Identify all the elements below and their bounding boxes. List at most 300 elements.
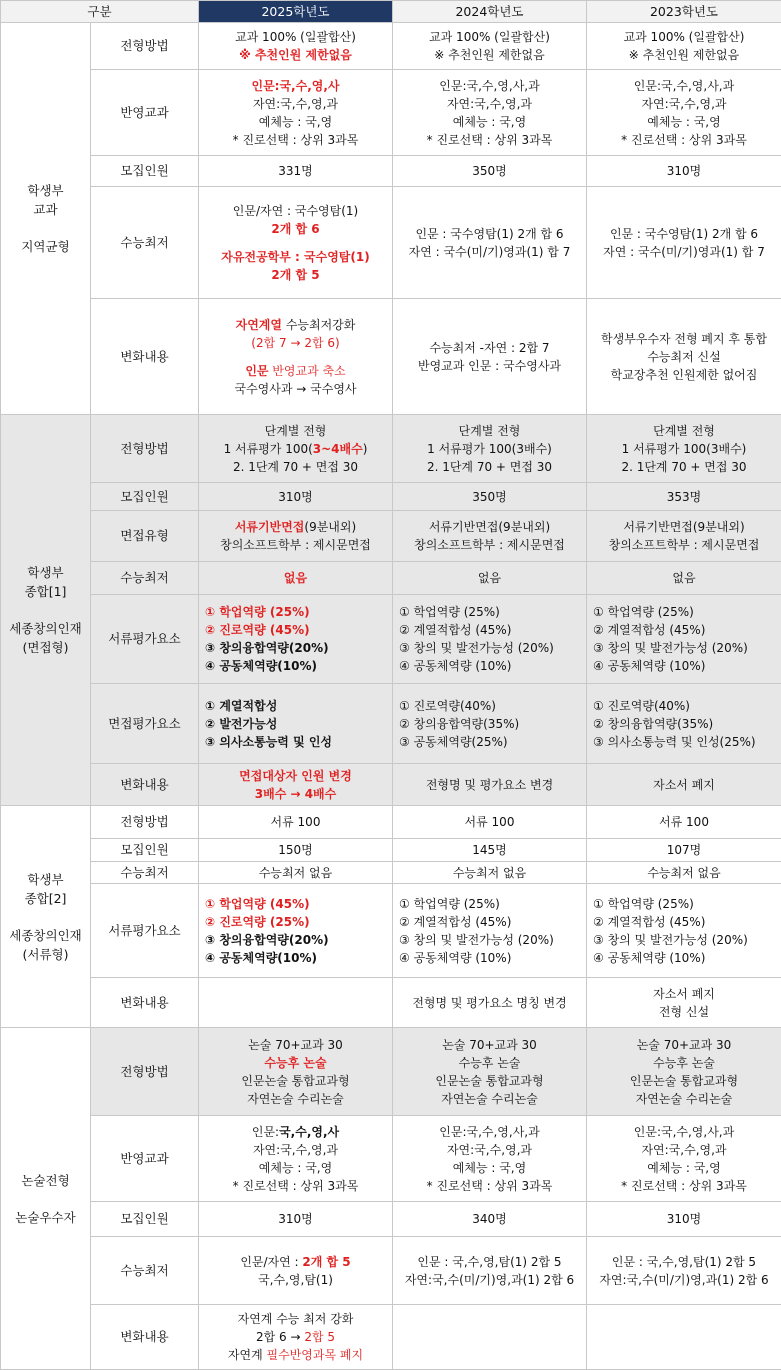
cell-line: 인문 : 국,수,영,탐(1) 2합 5: [611, 1254, 757, 1269]
category-line: 학생부: [27, 871, 64, 887]
cell-line: ① 학업역량 (25%): [399, 896, 500, 911]
cell-2023: [587, 187, 781, 299]
cell-line: 331명: [278, 164, 313, 178]
cell-line: 인문 : 국수영탐(1) 2개 합 6: [415, 226, 564, 241]
cell-line: ④ 공동체역량 (10%): [399, 659, 512, 673]
cell-text-segment: 국,수,영,사: [279, 1124, 340, 1139]
cell-line: [201, 316, 390, 334]
cell-2025: [199, 1237, 393, 1305]
row-label: 전형방법: [91, 806, 199, 839]
cell-line: 자연:국,수,영,과: [641, 1142, 727, 1157]
cell-line: 수능후 논술: [653, 1055, 715, 1070]
cell-line: 2개 합 5: [271, 267, 320, 282]
cell-line: ② 계열적합성 (45%): [593, 914, 706, 929]
section-category: [1, 1028, 91, 1370]
cell-2024: [393, 1305, 587, 1370]
cell-line: 자연논술 수리논술: [635, 1091, 733, 1106]
s2-row: [1, 595, 781, 684]
cell-line: 자연논술 수리논술: [441, 1091, 538, 1106]
cell-line: [201, 518, 390, 536]
cell-text-segment: 서류기반면접: [234, 520, 305, 534]
cell-line: 3배수 → 4배수: [254, 786, 337, 801]
cell-text-segment: 2개 합 5: [302, 1254, 351, 1269]
cell-line: [201, 1328, 390, 1346]
cell-2023: [587, 299, 781, 415]
cell-line: ③ 의사소통능력 및 인성(25%): [593, 734, 756, 749]
s4-row: [1, 1116, 781, 1202]
cell-2025: [199, 1028, 393, 1116]
cell-2024: [393, 806, 587, 839]
cell-2024: [393, 156, 587, 187]
header-2024: 2024학년도: [393, 1, 587, 23]
cell-text-segment: 자연계열: [235, 317, 282, 332]
cell-2025: [199, 884, 393, 978]
cell-2023: [587, 562, 781, 595]
s1-row: [1, 23, 781, 70]
cell-2023: [587, 806, 781, 839]
cell-line: 350명: [472, 164, 507, 178]
row-label: 반영교과: [91, 70, 199, 156]
cell-line: [201, 1346, 390, 1364]
cell-line: 1 서류평가 100(3배수): [427, 441, 552, 456]
cell-2025: [199, 415, 393, 483]
cell-line: 없음: [672, 571, 696, 585]
cell-2023: [587, 1237, 781, 1305]
cell-line: ② 진로역량 (45%): [205, 623, 310, 637]
row-label: 수능최저: [91, 562, 199, 595]
cell-line: 인문:국,수,영,사,과: [439, 78, 540, 93]
s3-row: [1, 806, 781, 839]
cell-line: ③ 공동체역량(25%): [399, 734, 508, 749]
cell-line: 학생부우수자 전형 폐지 후 통합: [601, 331, 767, 346]
cell-line: 예체능 : 국,영: [647, 1160, 721, 1175]
cell-line: ① 계열적합성: [205, 698, 278, 713]
cell-line: 창의소프트학부 : 제시문면접: [220, 538, 371, 552]
cell-text-segment: 인문/자연 :: [240, 1254, 303, 1269]
cell-2023: [587, 1028, 781, 1116]
s2-row: [1, 415, 781, 483]
cell-line: ① 학업역량 (25%): [399, 605, 500, 619]
row-label: 수능최저: [91, 1237, 199, 1305]
cell-line: 예체능 : 국,영: [258, 114, 333, 129]
s3-row: [1, 884, 781, 978]
cell-line: ② 계열적합성 (45%): [593, 623, 706, 637]
cell-line: 자연:국,수,영,과: [446, 96, 533, 111]
cell-line: 자연:국,수,영,과: [641, 96, 727, 111]
s3-row: [1, 978, 781, 1028]
cell-line: 인문논술 통합교과형: [241, 1073, 350, 1088]
cell-text-segment: 필수반영과목 폐지: [266, 1348, 364, 1362]
cell-line: ④ 공동체역량 (10%): [593, 950, 706, 965]
row-label: 수능최저: [91, 187, 199, 299]
cell-line: 서류기반면접(9분내외): [623, 520, 745, 534]
cell-2023: [587, 70, 781, 156]
row-label: 변화내용: [91, 978, 199, 1028]
section-category: [1, 806, 91, 1028]
cell-2024: [393, 483, 587, 511]
cell-2023: [587, 862, 781, 884]
cell-line: 자연:국,수,영,과: [252, 96, 339, 111]
cell-line: 창의소프트학부 : 제시문면접: [608, 538, 760, 552]
category-line: 학생부: [27, 183, 64, 198]
cell-2024: [393, 764, 587, 806]
cell-line: ① 학업역량 (25%): [593, 605, 694, 619]
cell-2024: [393, 187, 587, 299]
cell-line: ② 창의융합역량(35%): [399, 716, 520, 731]
s2-row: [1, 684, 781, 764]
cell-line: 반영교과 인문 : 국수영사과: [418, 358, 561, 373]
cell-line: 자연 : 국수(미/기)영과(1) 합 7: [408, 244, 571, 259]
row-label: 면접유형: [91, 511, 199, 562]
cell-line: ③ 창의융합역량(20%): [205, 932, 329, 947]
cell-2025: [199, 1202, 393, 1237]
cell-line: 교과 100% (일괄합산): [623, 30, 745, 44]
cell-line: 자연논술 수리논술: [247, 1091, 344, 1106]
cell-2023: [587, 978, 781, 1028]
cell-2024: [393, 1202, 587, 1237]
cell-line: 107명: [666, 843, 702, 857]
row-label: 모집인원: [91, 156, 199, 187]
cell-line: ② 진로역량 (25%): [205, 914, 310, 929]
cell-2024: [393, 23, 587, 70]
category-line: (서류형): [22, 946, 69, 962]
cell-line: ③ 창의 및 발전가능성 (20%): [399, 932, 554, 947]
cell-2025: [199, 806, 393, 839]
cell-line: * 진로선택 : 상위 3과목: [426, 1178, 553, 1193]
cell-line: 논술 70+교과 30: [248, 1037, 343, 1052]
cell-line: 310명: [278, 1212, 313, 1226]
s2-row: [1, 483, 781, 511]
cell-line: ① 진로역량(40%): [593, 698, 690, 713]
cell-line: 350명: [472, 489, 507, 504]
category-line: 논술우수자: [15, 1209, 76, 1225]
cell-line: 단계별 전형: [458, 423, 521, 438]
cell-line: ④ 공동체역량(10%): [205, 659, 317, 673]
cell-2025: [199, 1116, 393, 1202]
cell-2025: [199, 156, 393, 187]
cell-line: ④ 공동체역량 (10%): [399, 950, 512, 965]
cell-line: * 진로선택 : 상위 3과목: [426, 132, 553, 147]
cell-line: 340명: [472, 1212, 507, 1226]
cell-line: 수능최저 없음: [452, 865, 527, 880]
s4-row: [1, 1028, 781, 1116]
cell-line: 교과 100% (일괄합산): [429, 30, 550, 44]
cell-line: ① 진로역량(40%): [399, 698, 496, 713]
category-line: 교과: [33, 202, 58, 217]
cell-line: 인문 : 국수영탐(1) 2개 합 6: [609, 226, 759, 241]
cell-2024: [393, 70, 587, 156]
cell-line: 예체능 : 국,영: [452, 114, 527, 129]
cell-line: 서류 100: [270, 815, 321, 829]
cell-2025: [199, 684, 393, 764]
cell-line: 2. 1단계 70 + 면접 30: [621, 459, 747, 474]
cell-line: 예체능 : 국,영: [452, 1160, 527, 1175]
cell-line: ④ 공동체역량(10%): [205, 950, 317, 965]
row-label: 모집인원: [91, 839, 199, 862]
category-line: 종합[1]: [24, 584, 67, 599]
row-label: 전형방법: [91, 23, 199, 70]
cell-2024: [393, 1237, 587, 1305]
header-row: [1, 1, 781, 23]
cell-line: 인문/자연 : 국수영탐(1): [232, 203, 359, 218]
cell-2024: [393, 978, 587, 1028]
row-label: 전형방법: [91, 415, 199, 483]
cell-2023: [587, 884, 781, 978]
category-line: [3, 219, 88, 237]
cell-line: 면접대상자 인원 변경: [239, 768, 352, 783]
cell-2024: [393, 562, 587, 595]
cell-line: 예체능 : 국,영: [258, 1160, 333, 1175]
cell-line: 310명: [278, 489, 313, 504]
cell-2025: [199, 511, 393, 562]
category-line: 지역균형: [21, 239, 70, 254]
category-line: 학생부: [27, 565, 64, 580]
table-body: [1, 23, 781, 1370]
cell-line: 310명: [666, 164, 702, 178]
cell-line: ④ 공동체역량 (10%): [593, 659, 706, 673]
cell-line: 전형명 및 평가요소 명칭 변경: [412, 995, 567, 1010]
cell-2023: [587, 684, 781, 764]
cell-line: 자연 : 국수(미/기)영과(1) 합 7: [603, 244, 765, 259]
cell-line: 전형명 및 평가요소 변경: [425, 777, 554, 792]
cell-2024: [393, 884, 587, 978]
cell-2023: [587, 1202, 781, 1237]
cell-2023: [587, 511, 781, 562]
cell-2023: [587, 764, 781, 806]
cell-line: * 진로선택 : 상위 3과목: [232, 132, 359, 147]
header-category: 구분: [1, 1, 199, 23]
s3-row: [1, 862, 781, 884]
cell-line: ③ 의사소통능력 및 인성: [205, 734, 333, 749]
row-label: 변화내용: [91, 764, 199, 806]
row-label: 반영교과: [91, 1116, 199, 1202]
cell-line: 예체능 : 국,영: [647, 114, 721, 129]
cell-line: 수능후 논술: [458, 1055, 521, 1070]
cell-line: ※ 추천인원 제한없음: [239, 48, 352, 62]
cell-line: 150명: [278, 843, 313, 857]
category-line: [3, 908, 88, 926]
category-line: [3, 1190, 88, 1208]
category-line: 세종창의인재: [9, 927, 82, 943]
cell-line: 인문논술 통합교과형: [435, 1073, 544, 1088]
s1-row: [1, 156, 781, 187]
cell-line: ① 학업역량 (25%): [593, 896, 694, 911]
row-label: 변화내용: [91, 299, 199, 415]
cell-line: 서류 100: [464, 815, 515, 829]
cell-2025: [199, 978, 393, 1028]
s4-row: [1, 1237, 781, 1305]
cell-line: 자유전공학부 : 국수영탐(1): [221, 249, 370, 264]
category-line: [3, 601, 88, 619]
cell-line: (2합 7 → 2합 6): [251, 335, 340, 350]
cell-line: 인문:국,수,영,사: [251, 78, 340, 93]
cell-line: [201, 1123, 390, 1141]
cell-line: 교과 100% (일괄합산): [235, 30, 356, 44]
s3-row: [1, 839, 781, 862]
cell-2023: [587, 415, 781, 483]
cell-2024: [393, 415, 587, 483]
cell-text-segment: 3~4배수: [312, 441, 363, 456]
cell-2024: [393, 1028, 587, 1116]
section-category: [1, 23, 91, 415]
cell-line: 자연:국,수,영,과: [446, 1142, 533, 1157]
section-category: [1, 415, 91, 806]
line-gap: [201, 352, 390, 362]
cell-line: 수능최저 -자연 : 2합 7: [429, 340, 550, 355]
s1-row: [1, 187, 781, 299]
row-label: 모집인원: [91, 483, 199, 511]
cell-line: 없음: [477, 571, 502, 585]
s4-row: [1, 1202, 781, 1237]
cell-text-segment: (9분내외): [304, 520, 357, 534]
cell-2024: [393, 862, 587, 884]
cell-line: ② 계열적합성 (45%): [399, 914, 512, 929]
cell-2024: [393, 839, 587, 862]
cell-text-segment: ): [362, 441, 368, 456]
cell-line: 1 서류평가 100(3배수): [621, 441, 747, 456]
cell-line: [201, 1253, 390, 1271]
cell-line: 논술 70+교과 30: [442, 1037, 537, 1052]
category-line: 논술전형: [21, 1172, 70, 1188]
cell-2025: [199, 839, 393, 862]
cell-text-segment: 2합 6 →: [255, 1330, 305, 1344]
cell-line: ② 계열적합성 (45%): [399, 623, 512, 637]
cell-line: 학교장추천 인원제한 없어짐: [610, 367, 758, 382]
cell-2025: [199, 862, 393, 884]
cell-text-segment: 수능최저강화: [282, 317, 356, 332]
cell-line: 자소서 폐지: [653, 986, 715, 1001]
cell-line: 자연:국,수(미/기)영,과(1) 2합 6: [599, 1272, 769, 1287]
cell-2025: [199, 299, 393, 415]
line-gap: [201, 238, 390, 248]
header-2025: 2025학년도: [199, 1, 393, 23]
cell-line: 인문:국,수,영,사,과: [439, 1124, 540, 1139]
cell-line: ③ 창의융합역량(20%): [205, 641, 329, 655]
cell-line: 수능최저 신설: [647, 349, 721, 364]
cell-line: [201, 440, 390, 458]
cell-line: ② 창의융합역량(35%): [593, 716, 714, 731]
cell-2025: [199, 23, 393, 70]
category-line: 종합[2]: [24, 890, 67, 906]
row-label: 변화내용: [91, 1305, 199, 1370]
row-label: 수능최저: [91, 862, 199, 884]
cell-text-segment: 2합 5: [304, 1330, 336, 1344]
row-label: 서류평가요소: [91, 595, 199, 684]
cell-line: 2. 1단계 70 + 면접 30: [232, 459, 359, 474]
s4-row: [1, 1305, 781, 1370]
cell-2025: [199, 187, 393, 299]
row-label: 면접평가요소: [91, 684, 199, 764]
cell-line: 서류 100: [659, 815, 709, 829]
cell-line: 수능후 논술: [264, 1055, 327, 1070]
cell-line: 자연:국,수(미/기)영,과(1) 2합 6: [404, 1272, 575, 1287]
cell-2023: [587, 156, 781, 187]
cell-line: ② 발전가능성: [205, 716, 278, 731]
cell-line: 인문 : 국,수,영,탐(1) 2합 5: [417, 1254, 562, 1269]
category-line: 세종창의인재: [9, 621, 82, 636]
cell-2025: [199, 562, 393, 595]
cell-2025: [199, 1305, 393, 1370]
cell-line: 353명: [666, 489, 702, 504]
cell-line: 국수영사과 → 국수영사: [234, 381, 357, 396]
s2-row: [1, 562, 781, 595]
cell-text-segment: 자연계: [227, 1348, 267, 1362]
cell-2025: [199, 70, 393, 156]
cell-2023: [587, 839, 781, 862]
cell-line: 논술 70+교과 30: [636, 1037, 732, 1052]
cell-line: 서류기반면접(9분내외): [428, 520, 551, 534]
cell-2023: [587, 23, 781, 70]
s1-row: [1, 299, 781, 415]
cell-line: 국,수,영,탐(1): [258, 1272, 333, 1287]
cell-line: 전형 신설: [658, 1004, 710, 1019]
cell-line: 310명: [666, 1212, 702, 1226]
cell-line: 2. 1단계 70 + 면접 30: [426, 459, 553, 474]
cell-line: 2개 합 6: [271, 221, 320, 236]
cell-line: 자소서 폐지: [653, 777, 715, 792]
cell-2023: [587, 1116, 781, 1202]
cell-line: ③ 창의 및 발전가능성 (20%): [593, 641, 748, 655]
cell-2023: [587, 483, 781, 511]
cell-line: 인문:국,수,영,사,과: [633, 1124, 735, 1139]
s2-row: [1, 764, 781, 806]
cell-line: 단계별 전형: [264, 423, 327, 438]
s1-row: [1, 70, 781, 156]
cell-line: ① 학업역량 (25%): [205, 605, 310, 619]
cell-line: ① 학업역량 (45%): [205, 896, 310, 911]
cell-line: ※ 추천인원 제한없음: [628, 48, 740, 62]
cell-2023: [587, 595, 781, 684]
row-label: 전형방법: [91, 1028, 199, 1116]
cell-line: 인문논술 통합교과형: [629, 1073, 739, 1088]
s2-row: [1, 511, 781, 562]
cell-2025: [199, 595, 393, 684]
row-label: 서류평가요소: [91, 884, 199, 978]
cell-2024: [393, 299, 587, 415]
cell-line: 145명: [472, 843, 507, 857]
cell-line: * 진로선택 : 상위 3과목: [621, 1178, 747, 1193]
cell-text-segment: 인문: [245, 363, 269, 378]
cell-line: 없음: [283, 571, 308, 585]
cell-2023: [587, 1305, 781, 1370]
cell-2024: [393, 511, 587, 562]
cell-line: [201, 362, 390, 380]
cell-text-segment: 1 서류평가 100(: [223, 441, 313, 456]
cell-line: 자연:국,수,영,과: [252, 1142, 339, 1157]
cell-2024: [393, 595, 587, 684]
category-line: (면접형): [22, 640, 69, 655]
cell-2025: [199, 483, 393, 511]
cell-line: * 진로선택 : 상위 3과목: [232, 1178, 359, 1193]
cell-line: 수능최저 없음: [258, 865, 333, 880]
cell-2024: [393, 684, 587, 764]
header-2023: 2023학년도: [587, 1, 781, 23]
cell-2024: [393, 1116, 587, 1202]
cell-line: 수능최저 없음: [647, 865, 721, 880]
cell-line: ③ 창의 및 발전가능성 (20%): [399, 641, 554, 655]
cell-line: 창의소프트학부 : 제시문면접: [414, 538, 565, 552]
cell-2025: [199, 764, 393, 806]
cell-line: 자연계 수능 최저 강화: [237, 1312, 354, 1326]
cell-text-segment: 반영교과 축소: [268, 363, 346, 378]
cell-line: * 진로선택 : 상위 3과목: [621, 132, 747, 147]
cell-line: ③ 창의 및 발전가능성 (20%): [593, 932, 748, 947]
cell-line: ※ 추천인원 제한없음: [434, 48, 545, 62]
cell-text-segment: 인문:: [251, 1124, 280, 1139]
cell-line: 인문:국,수,영,사,과: [633, 78, 735, 93]
cell-line: 단계별 전형: [653, 423, 715, 438]
row-label: 모집인원: [91, 1202, 199, 1237]
